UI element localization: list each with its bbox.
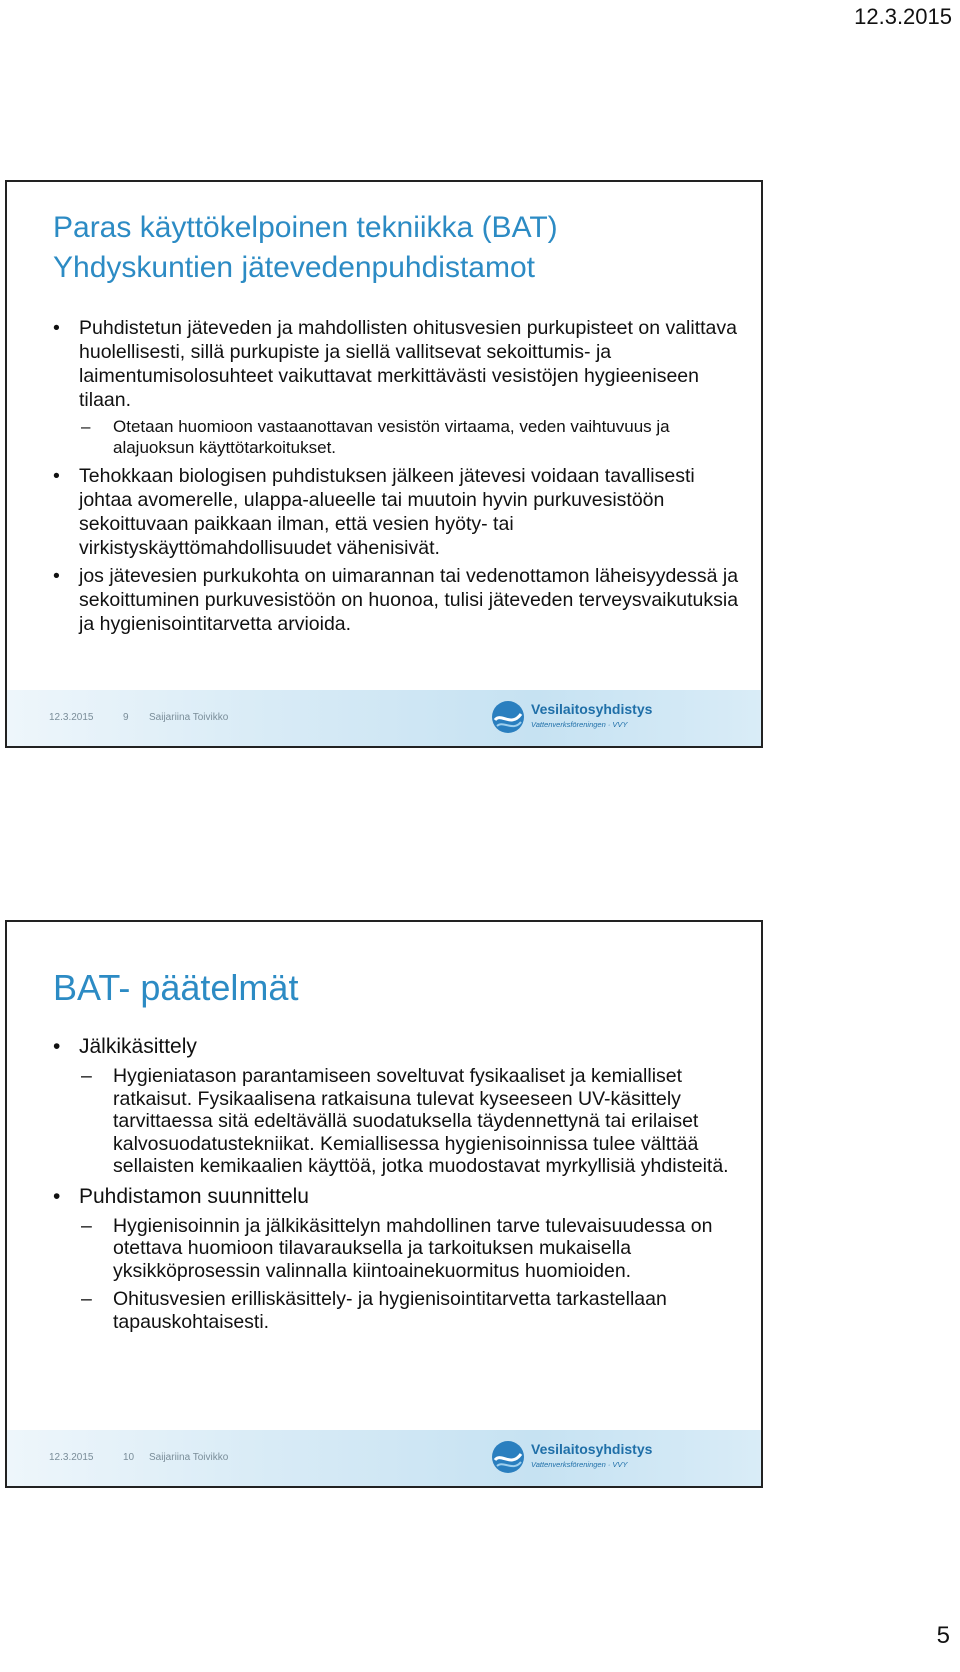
water-drop-logo-icon <box>491 700 525 734</box>
slide-footer <box>7 690 761 746</box>
slide-footer <box>7 1430 761 1486</box>
footer-date: 12.3.2015 <box>49 712 94 723</box>
bullet-text: Puhdistetun jäteveden ja mahdollisten ohitusvesien purkupisteet on valittava huolellisesti, sillä purkupiste ja siellä vallitsevat sekoittumis- ja laimentumisolosuhteet vaikuttavat merkittävästi vesistöjen hygieeniseen tilaan. <box>79 317 738 411</box>
logo-text: Vesilaitosyhdistys <box>531 701 653 717</box>
slide-body <box>53 316 743 640</box>
sub-bullet-text: Ohitusvesien erilliskäsittely- ja hygienisointitarvetta tarkastellaan tapauskohtaisesti. <box>113 1288 667 1333</box>
vesilaitosyhdistys-logo <box>491 1438 653 1478</box>
sub-bullet-item <box>53 1288 743 1333</box>
slide-9 <box>5 180 763 748</box>
footer-slide-number: 10 <box>123 1452 135 1463</box>
vesilaitosyhdistys-logo <box>491 698 653 738</box>
bullet-text: Jälkikäsittely <box>79 1035 197 1058</box>
page-date: 12.3.2015 <box>854 4 952 29</box>
dash-icon: – <box>81 1288 92 1310</box>
bullet-text: jos jätevesien purkukohta on uimarannan tai vedenottamon läheisyydessä ja sekoittuminen purkuvesistöön on huonoa, tulisi jäteveden terveysvaikutuksia ja hygienisointitarvetta arvioida. <box>79 565 739 635</box>
bullet-item <box>53 1184 743 1209</box>
bullet-icon: • <box>53 565 60 587</box>
bullet-icon: • <box>53 317 60 339</box>
bullet-icon: • <box>53 1035 61 1058</box>
slide-body <box>53 1034 743 1339</box>
bullet-icon: • <box>53 1184 61 1208</box>
footer-author: Saijariina Toivikko <box>149 712 229 723</box>
bullet-text: Puhdistamon suunnittelu <box>79 1184 309 1208</box>
sub-bullet-item <box>53 416 743 458</box>
bullet-icon: • <box>53 465 60 487</box>
logo-subtext: Vattenverksföreningen · VVY <box>531 720 628 729</box>
bullet-item <box>53 564 743 636</box>
logo-text: Vesilaitosyhdistys <box>531 1441 653 1457</box>
page-number: 5 <box>936 1622 950 1649</box>
footer-date: 12.3.2015 <box>49 1452 94 1463</box>
slide-10 <box>5 920 763 1488</box>
footer-author: Saijariina Toivikko <box>149 1452 229 1463</box>
dash-icon: – <box>81 417 91 436</box>
bullet-item <box>53 464 743 560</box>
sub-bullet-text: Otetaan huomioon vastaanottavan vesistön virtaama, veden vaihtuvuus ja alajuoksun käyttötarkoitukset. <box>113 417 670 457</box>
sub-bullet-item <box>53 1065 743 1178</box>
sub-bullet-item <box>53 1215 743 1283</box>
dash-icon: – <box>81 1065 92 1087</box>
footer-slide-number: 9 <box>123 712 129 723</box>
slide-title-line-2: Yhdyskuntien jätevedenpuhdistamot <box>53 251 535 284</box>
bullet-item <box>53 316 743 412</box>
slide-title-line-1: Paras käyttökelpoinen tekniikka (BAT) <box>53 211 558 244</box>
slide-title-line-1: BAT- päätelmät <box>53 967 299 1008</box>
bullet-text: Tehokkaan biologisen puhdistuksen jälkeen jätevesi voidaan tavallisesti johtaa avomerelle, ulappa-alueelle tai muutoin hyvin purkuvesistöön sekoittuvaan paikkaan ilman, että vesien hyöty- tai virkistyskäyttömahdollisuudet vähenisivät. <box>79 465 695 559</box>
water-drop-logo-icon <box>491 1440 525 1474</box>
slide-title <box>53 208 741 288</box>
dash-icon: – <box>81 1214 92 1237</box>
sub-bullet-text: Hygienisoinnin ja jälkikäsittelyn mahdollinen tarve tulevaisuudessa on otettava huomioon tilavarauksella ja tarkoituksen mukaisella yksikköprosessin valinnalla kiintoainekuormitus huomioiden. <box>113 1214 713 1282</box>
slide-title <box>53 968 741 1008</box>
logo-subtext: Vattenverksföreningen · VVY <box>531 1460 628 1469</box>
sub-bullet-text: Hygieniatason parantamiseen soveltuvat fysikaaliset ja kemialliset ratkaisut. Fysikaalisena ratkaisuna tulevat kyseeseen UV-käsittely tarvittaessa sitä edeltävällä suodatuksella täydennettynä tai erilaiset kalvosuodatustekniikat. Kemiallisessa hygienisoinnissa tulee välttää sellaisten kemikaalien käyttöä, jotka muodostavat myrkyllisiä yhdisteitä. <box>113 1065 729 1177</box>
bullet-item <box>53 1034 743 1059</box>
